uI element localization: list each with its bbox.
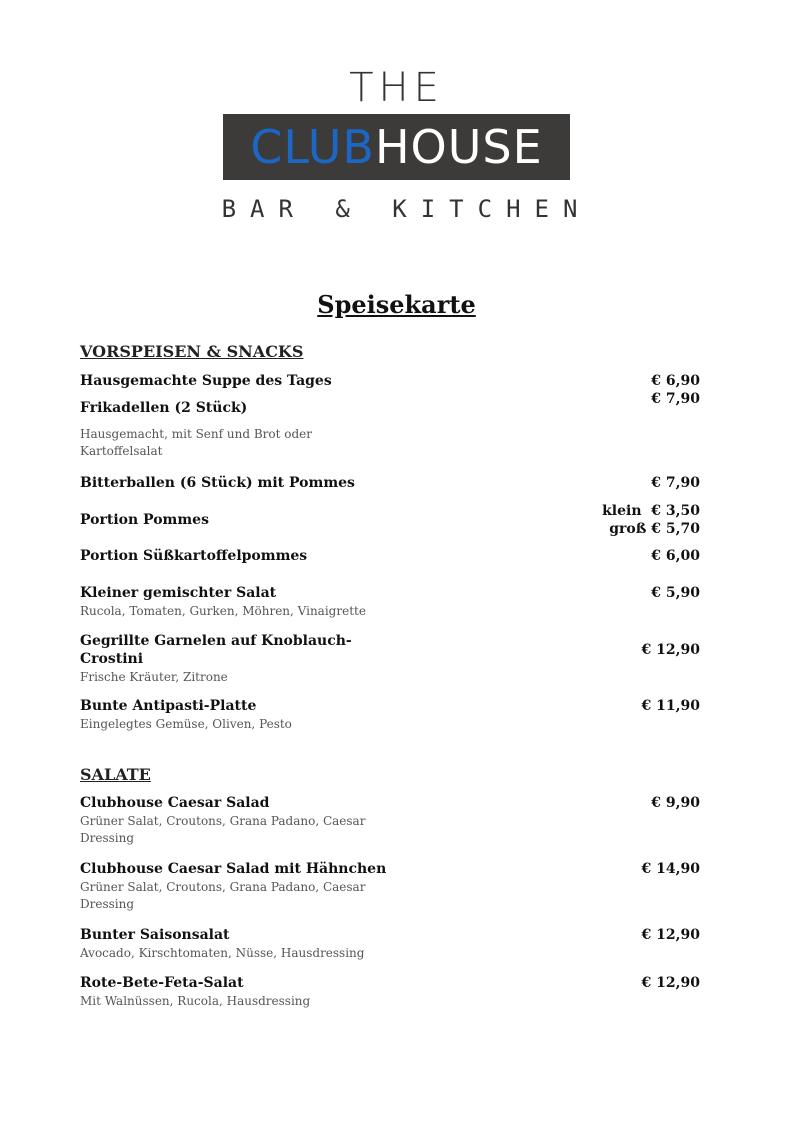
item-description: Avocado, Kirschtomaten, Nüsse, Hausdressing — [80, 946, 365, 960]
item-name: Clubhouse Caesar Salad mit Hähnchen — [80, 861, 387, 877]
page-title: Speisekarte — [317, 290, 476, 319]
item-name: Bunte Antipasti-Platte — [80, 698, 257, 714]
item-name: Bunter Saisonsalat — [80, 927, 230, 943]
logo-house-text: HOUSE — [374, 120, 543, 174]
menu-item — [80, 391, 700, 460]
item-name: Portion Süßkartoffelpommes — [80, 548, 308, 564]
logo-the-text: THE — [349, 65, 444, 111]
menu-item — [80, 926, 700, 962]
item-description: Frische Kräuter, Zitrone — [80, 670, 228, 684]
item-description: Grüner Salat, Croutons, Grana Padano, Caesar Dressing — [80, 880, 366, 911]
section-title-vorspeisen: VORSPEISEN & SNACKS — [80, 342, 304, 361]
item-name: Hausgemachte Suppe des Tages — [80, 373, 332, 389]
item-price: € 11,90 — [641, 698, 700, 714]
price-small: klein € 3,50 — [602, 503, 700, 519]
item-description: Hausgemacht, mit Senf und Brot oder Kartoffelsalat — [80, 427, 312, 458]
menu-item — [80, 474, 700, 492]
item-price: € 7,90 — [651, 475, 700, 491]
item-description: Eingelegtes Gemüse, Oliven, Pesto — [80, 717, 292, 731]
menu-item — [80, 697, 700, 733]
menu-item — [80, 372, 700, 390]
logo-club-text: CLUB — [250, 120, 375, 174]
menu-item — [80, 547, 700, 565]
item-name: Frikadellen (2 Stück) — [80, 400, 248, 416]
item-price: € 6,00 — [651, 548, 700, 564]
item-price: € 12,90 — [641, 927, 700, 943]
logo-subtitle: BAR & KITCHEN — [221, 195, 592, 223]
item-price-options — [602, 502, 700, 538]
item-description: Grüner Salat, Croutons, Grana Padano, Caesar Dressing — [80, 814, 366, 845]
section-title-salate: SALATE — [80, 765, 151, 784]
item-name: Kleiner gemischter Salat — [80, 585, 277, 601]
menu-item — [80, 794, 700, 847]
item-price: € 9,90 — [651, 795, 700, 811]
item-description: Mit Walnüssen, Rucola, Hausdressing — [80, 994, 311, 1008]
menu-item — [80, 974, 700, 1010]
menu-item — [80, 632, 700, 686]
item-name: Portion Pommes — [80, 512, 209, 528]
price-large: groß € 5,70 — [609, 521, 700, 537]
menu-item — [80, 860, 700, 913]
item-price: € 5,90 — [651, 585, 700, 601]
item-description: Rucola, Tomaten, Gurken, Möhren, Vinaigrette — [80, 604, 366, 618]
item-price: € 12,90 — [641, 642, 700, 658]
item-name: Bitterballen (6 Stück) mit Pommes — [80, 475, 355, 491]
menu-item — [80, 502, 700, 537]
item-price: € 7,90 — [651, 391, 700, 407]
item-price: € 6,90 — [651, 373, 700, 389]
item-name: Clubhouse Caesar Salad — [80, 795, 270, 811]
item-name: Rote-Bete-Feta-Salat — [80, 975, 244, 991]
logo-clubhouse-box — [223, 114, 570, 180]
item-name: Gegrillte Garnelen auf Knoblauch-Crostini — [80, 633, 352, 667]
item-price: € 14,90 — [641, 861, 700, 877]
menu-item — [80, 584, 700, 620]
item-price: € 12,90 — [641, 975, 700, 991]
